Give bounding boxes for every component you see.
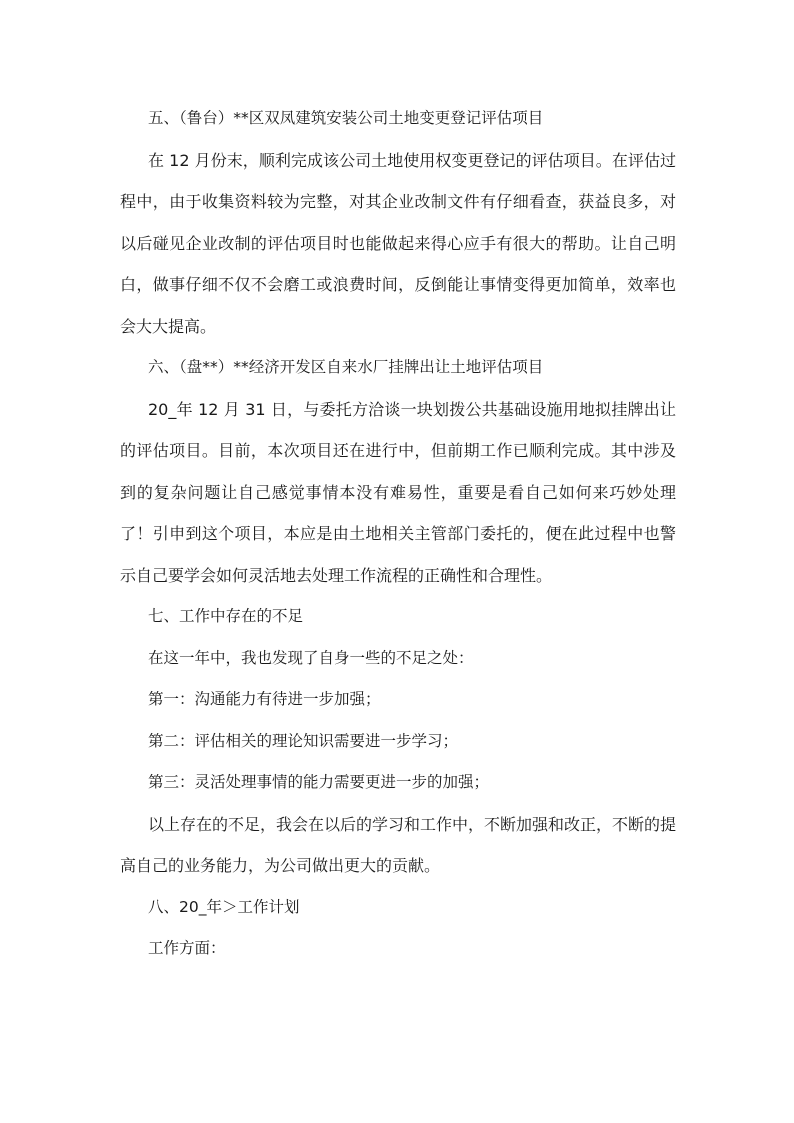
document-body: [120, 98, 676, 970]
list-item-second: 第二：评估相关的理论知识需要进一步学习；: [148, 731, 459, 750]
list-item-third: 第三：灵活处理事情的能力需要更进一步的加强；: [148, 773, 490, 791]
paragraph-improvement: 以上存在的不足，我会在以后的学习和工作中，不断加强和改正，不断的提高自己的业务能力，为公司做出更大的贡献。: [120, 814, 677, 875]
section-heading-six: 六、（盘**）**经济开发区自来水厂挂牌出让土地评估项目: [148, 358, 544, 376]
subheading-work-aspects: 工作方面：: [148, 939, 226, 957]
paragraph-water-plant-project: 20_年 12 月 31 日，与委托方洽谈一块划拨公共基础设施用地拟挂牌出让的评估项目。目前，本次项目还在进行中，但前期工作已顺利完成。其中涉及到的复杂问题让自己感觉事情本没有难易性，重要是看自己如何来巧妙处理了！引申到这个项目，本应是由土地相关主管部门委托的，便在此过程中也警示自己要学会如何灵活地去处理工作流程的正确性和合理性。: [120, 399, 676, 585]
paragraph-land-change-project: 在 12 月份末，顺利完成该公司土地使用权变更登记的评估项目。在评估过程中，由于收集资料较为完整，对其企业改制文件有仔细看查，获益良多，对以后碰见企业改制的评估项目时也能做起来得心应手有很大的帮助。让自己明白，做事仔细不仅不会磨工或浪费时间，反倒能让事情变得更加简单，效率也会大大提高。: [120, 150, 676, 336]
section-heading-five: 五、（鲁台）**区双凤建筑安装公司土地变更登记评估项目: [148, 109, 544, 127]
paragraph-shortcomings-intro: 在这一年中，我也发现了自身一些的不足之处：: [148, 648, 474, 667]
section-heading-eight: 八、20_年＞工作计划: [148, 897, 300, 916]
section-heading-seven: 七、工作中存在的不足: [148, 607, 304, 625]
list-item-first: 第一：沟通能力有待进一步加强；: [148, 690, 381, 708]
